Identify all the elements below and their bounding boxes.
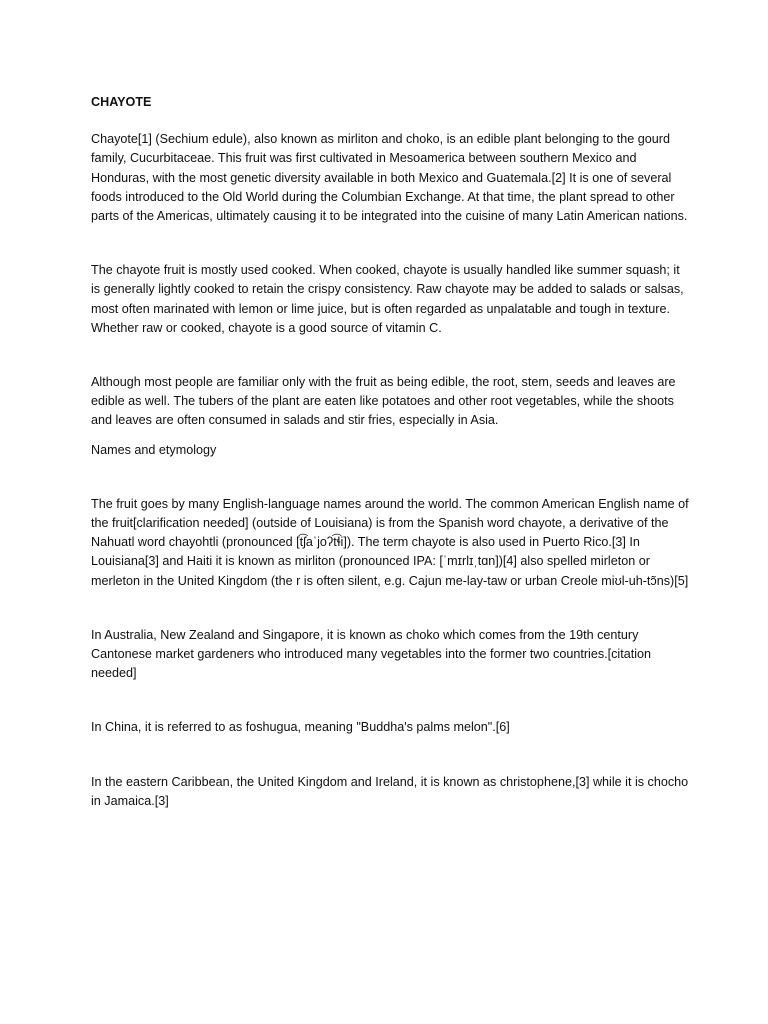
paragraph-china: In China, it is referred to as foshugua, meaning "Buddha's palms melon".[6] (91, 720, 510, 735)
paragraph-australia: In Australia, New Zealand and Singapore, it is known as choko which comes from the 19th century Cantonese market gardeners who introduced many vegetables into the former two countries.[citation needed] (91, 627, 652, 681)
paragraph-edible-parts: Although most people are familiar only with the fruit as being edible, the root, stem, seeds and leaves are edible as well. The tubers of the plant are eaten like potatoes and other root vegetables, while the shoots and leaves are often consumed in salads and stir fries, especially in Asia. (91, 375, 676, 428)
paragraph-names: The fruit goes by many English-language names around the world. The common American English name of the fruit[clarification needed] (outside of Louisiana) is from the Spanish word chayote, a derivative of the Nahuatl word chayohtli (pronounced [t͡ʃaˈjoʔt͡ɬi]). The term chayote is also used in Puerto Rico.[3] In Louisiana[3] and Haiti it is known as mirliton (pronounced IPA: [ˈmɪrlɪˌtɑn])[4] also spelled mirleton or merleton in the United Kingdom (the r is often silent, e.g. Cajun me-lay-taw or urban Creole miʊl-uh-tɔ̃ns)[5] (91, 496, 689, 588)
paragraph-caribbean: In the eastern Caribbean, the United Kingdom and Ireland, it is known as christophene,[3] while it is chocho in Jamaica.[3] (91, 774, 689, 808)
paragraph-cooking: The chayote fruit is mostly used cooked. When cooked, chayote is usually handled like summer squash; it is generally lightly cooked to retain the crispy consistency. Raw chayote may be added to salads or salsas, most often marinated with lemon or lime juice, but is often regarded as unpalatable and tough in texture. Whether raw or cooked, chayote is a good source of vitamin C. (91, 263, 684, 335)
document-title: CHAYOTE (91, 95, 152, 109)
document-page (91, 93, 691, 811)
section-heading-names-etymology: Names and etymology (91, 442, 217, 457)
paragraph-intro: Chayote[1] (Sechium edule), also known as mirliton and choko, is an edible plant belonging to the gourd family, Cucurbitaceae. This fruit was first cultivated in Mesoamerica between southern Mexico and Honduras, with the most genetic diversity available in both Mexico and Guatemala.[2] It is one of several foods introduced to the Old World during the Columbian Exchange. At that time, the plant spread to other parts of the Americas, ultimately causing it to be integrated into the cuisine of many Latin American nations. (91, 132, 688, 224)
